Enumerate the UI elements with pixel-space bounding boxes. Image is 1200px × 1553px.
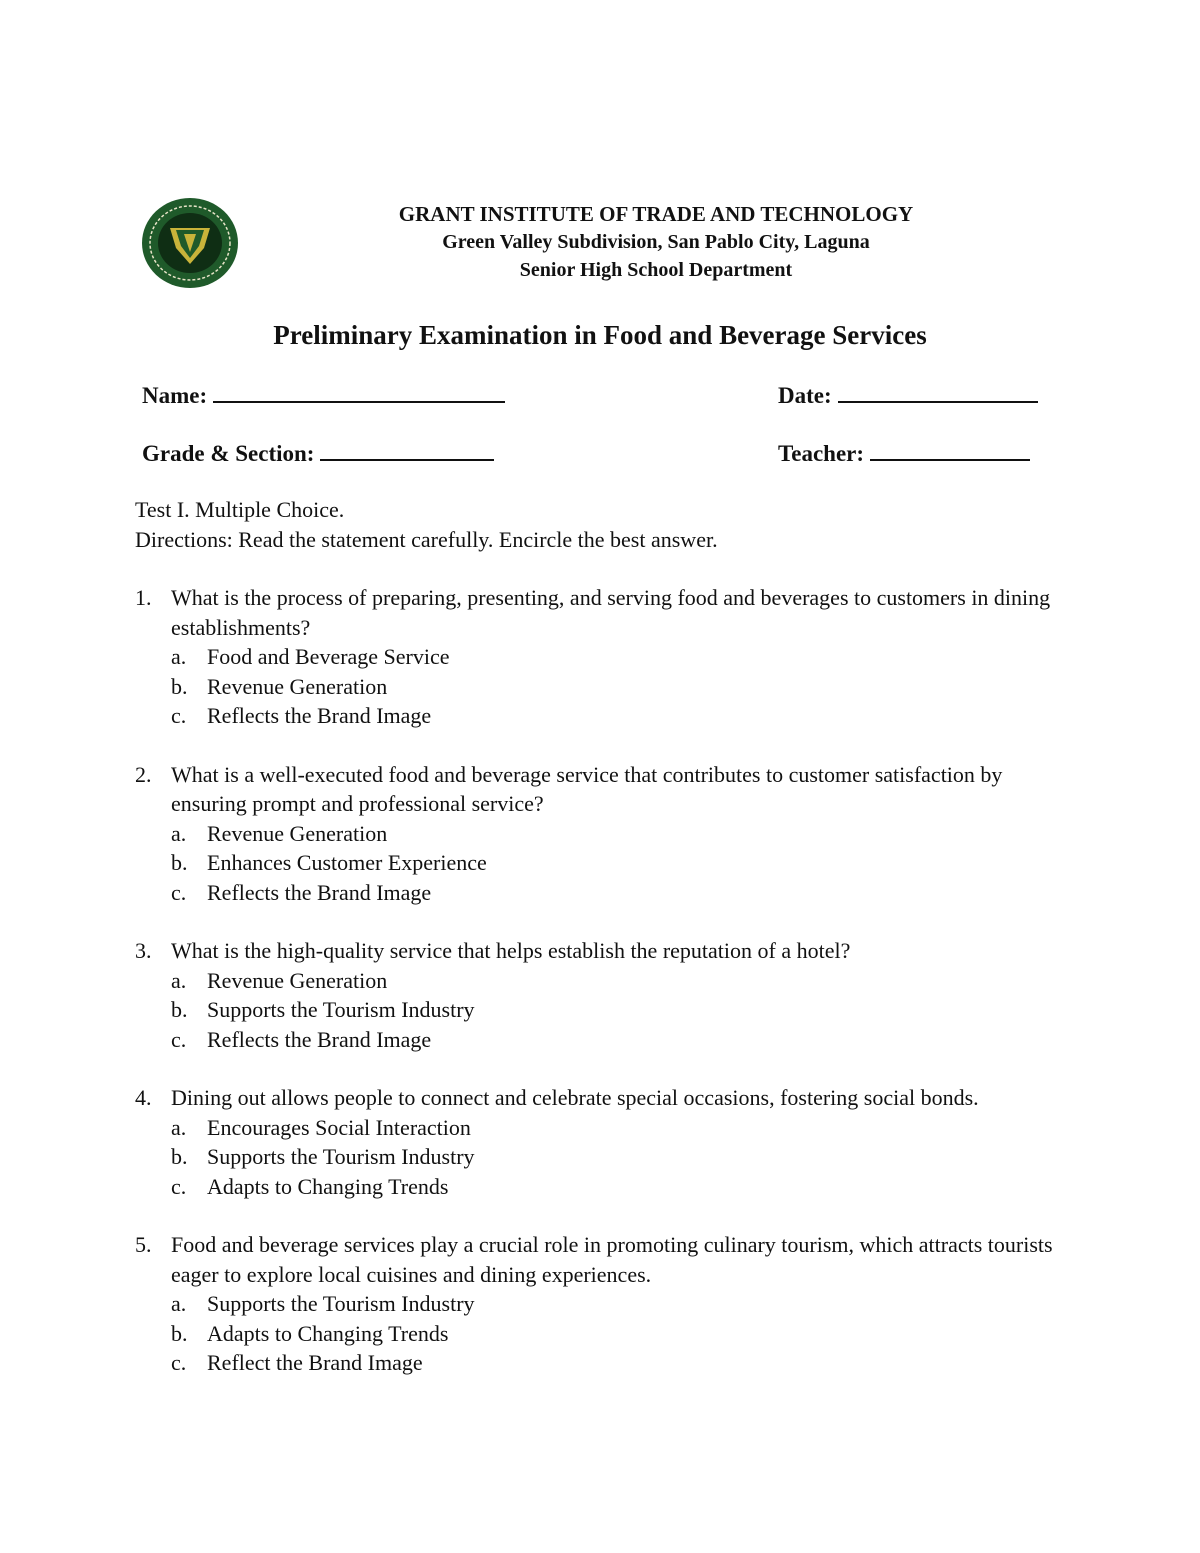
option-c[interactable]: c. Reflect the Brand Image <box>171 1350 423 1375</box>
option-b[interactable]: b. Supports the Tourism Industry <box>171 1144 475 1169</box>
exam-title: Preliminary Examination in Food and Beverage Services <box>273 320 927 350</box>
option-a[interactable]: a. Food and Beverage Service <box>171 644 450 669</box>
option-b[interactable]: b. Adapts to Changing Trends <box>171 1320 449 1346</box>
option-c[interactable]: c. Reflects the Brand Image <box>171 703 432 728</box>
option-a[interactable]: a. Supports the Tourism Industry <box>171 1291 475 1316</box>
question-text: What is a well-executed food and beverage service that contributes to customer satisfaction by ensuring prompt and professional service? <box>171 761 1003 816</box>
grade-section-label: Grade & Section: <box>142 441 315 466</box>
question-list <box>135 583 1065 1407</box>
option-c[interactable]: c. Reflects the Brand Image <box>171 879 432 905</box>
question-number: 3. <box>135 938 152 963</box>
option-b[interactable]: b. Enhances Customer Experience <box>171 850 487 875</box>
question-5 <box>135 1230 1065 1378</box>
question-text: Food and beverage services play a crucial role in promoting culinary tourism, which attracts tourists eager to explore local cuisines and dining experiences. <box>171 1232 1053 1287</box>
institution-address: Green Valley Subdivision, San Pablo City, Laguna <box>442 231 870 253</box>
date-label: Date: <box>778 383 832 408</box>
department-name: Senior High School Department <box>519 259 793 281</box>
date-field <box>778 383 1038 409</box>
question-2 <box>135 760 1065 908</box>
teacher-label: Teacher: <box>778 441 865 466</box>
question-number: 5. <box>135 1232 152 1257</box>
institution-name: GRANT INSTITUTE OF TRADE AND TECHNOLOGY <box>398 202 914 226</box>
test-heading: Test I. Multiple Choice. <box>135 497 345 522</box>
name-blank[interactable] <box>213 383 505 403</box>
question-number: 2. <box>135 761 152 787</box>
school-header <box>300 200 1012 284</box>
question-text: What is the process of preparing, presenting, and serving food and beverages to customers in dining establishments? <box>171 585 1051 640</box>
question-text: What is the high-quality service that helps establish the reputation of a hotel? <box>171 938 851 963</box>
name-label: Name: <box>142 383 208 408</box>
option-c[interactable]: c. Adapts to Changing Trends <box>171 1173 449 1199</box>
option-b[interactable]: b. Supports the Tourism Industry <box>171 997 475 1022</box>
option-a[interactable]: a. Encourages Social Interaction <box>171 1114 471 1140</box>
school-seal-icon <box>140 196 240 290</box>
test-directions: Directions: Read the statement carefully. Encircle the best answer. <box>135 527 718 552</box>
question-number: 4. <box>135 1085 152 1110</box>
question-1 <box>135 583 1065 731</box>
teacher-blank[interactable] <box>870 441 1030 461</box>
date-blank[interactable] <box>838 383 1038 403</box>
test-instructions <box>135 495 718 555</box>
name-field <box>142 383 505 409</box>
question-4 <box>135 1083 1065 1201</box>
grade-section-blank[interactable] <box>320 441 494 461</box>
option-a[interactable]: a. Revenue Generation <box>171 820 388 846</box>
option-c[interactable]: c. Reflects the Brand Image <box>171 1026 432 1052</box>
question-number: 1. <box>135 585 152 610</box>
option-a[interactable]: a. Revenue Generation <box>171 967 388 993</box>
teacher-field <box>778 441 1030 467</box>
grade-section-field <box>142 441 494 467</box>
question-3 <box>135 936 1065 1054</box>
question-text: Dining out allows people to connect and celebrate special occasions, fostering social bonds. <box>171 1085 979 1110</box>
option-b[interactable]: b. Revenue Generation <box>171 673 388 699</box>
